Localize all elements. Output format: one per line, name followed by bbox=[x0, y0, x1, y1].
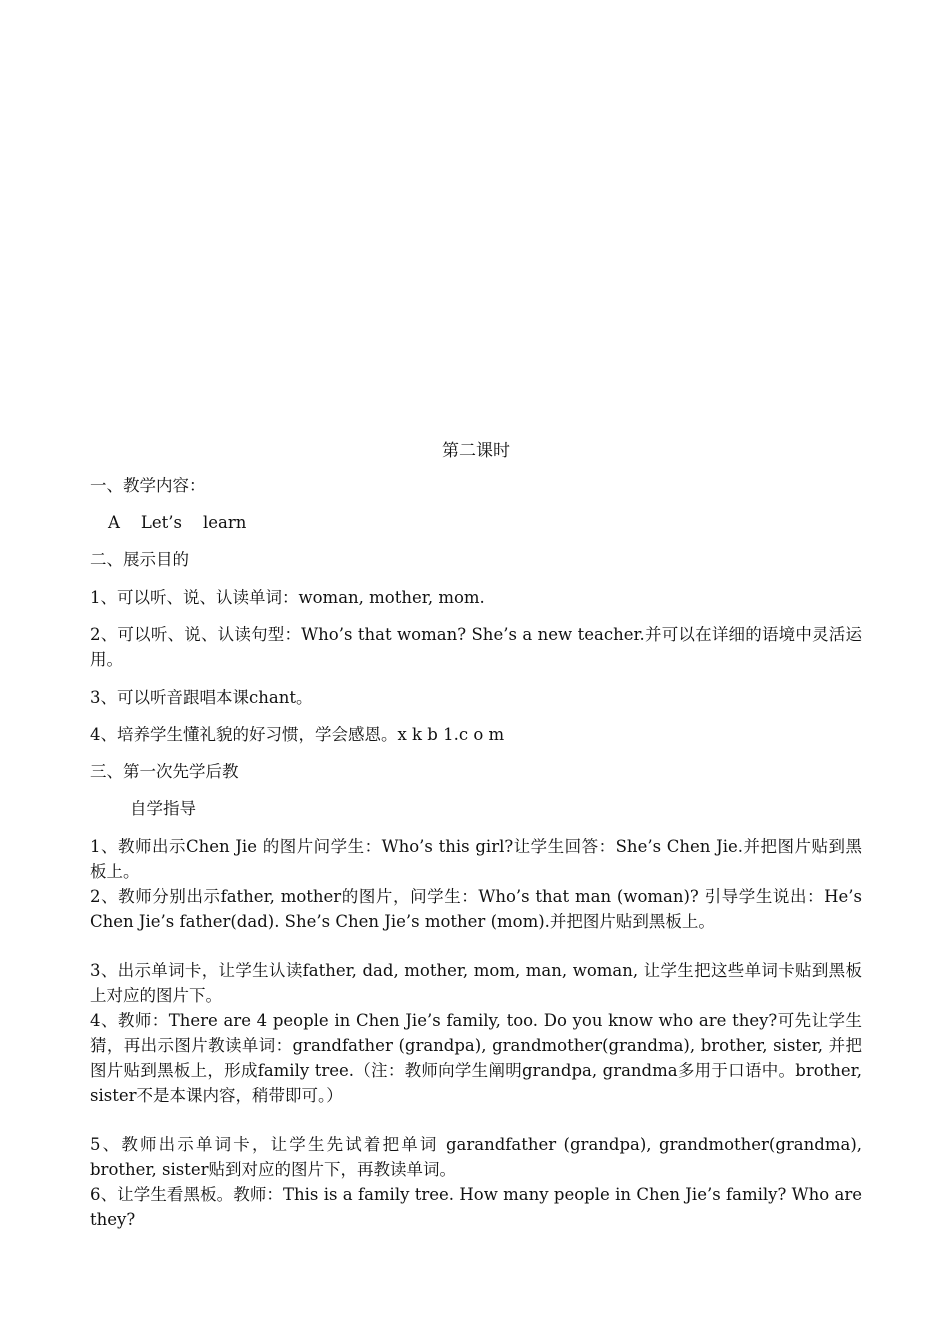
step-item-6: 6、让学生看黑板。教师：This is a family tree. How many people in Chen Jie’s family? Who are they? bbox=[90, 1185, 862, 1229]
step-item-5: 5、教师出示单词卡，让学生先试着把单词 garandfather (grandpa), grandmother(grandma), brother, sister贴到对应的图片下，再教读单词。 bbox=[90, 1135, 862, 1179]
section-heading-content: 一、教学内容： bbox=[90, 476, 206, 495]
goal-item-4: 4、培养学生懂礼貌的好习惯，学会感恩。x k b 1.c o m bbox=[90, 725, 505, 744]
goal-item-1: 1、可以听、说、认读单词：woman, mother, mom. bbox=[90, 588, 485, 607]
goal-item-2: 2、可以听、说、认读句型：Who’s that woman? She’s a new teacher.并可以在详细的语境中灵活运用。 bbox=[90, 625, 862, 669]
step-item-2: 2、教师分别出示father, mother的图片，问学生：Who’s that man (woman)? 引导学生说出：He’s Chen Jie’s father(dad). She’s Chen Jie’s mother (mom).并把图片贴到黑板上。 bbox=[90, 887, 862, 931]
step-item-3: 3、出示单词卡，让学生认读father, dad, mother, mom, man, woman, 让学生把这些单词卡贴到黑板上对应的图片下。 bbox=[90, 961, 862, 1005]
section-heading-teaching: 三、第一次先学后教 bbox=[90, 762, 239, 781]
goal-item-3: 3、可以听音跟唱本课chant。 bbox=[90, 688, 313, 707]
page-title: 第二课时 bbox=[442, 441, 510, 461]
subheading-self-study: 自学指导 bbox=[130, 799, 196, 818]
step-item-4: 4、教师：There are 4 people in Chen Jie’s family, too. Do you know who are they?可先让学生猜，再出示图片教读单词：grandfather (grandpa), grandmother(grandma), brother, sister, 并把图片贴到黑板上，形成family tree.（注：教师向学生阐明grandpa, grandma多用于口语中。brother, sister不是本课内容，稍带即可。） bbox=[90, 1011, 862, 1105]
section-heading-goals: 二、展示目的 bbox=[90, 550, 189, 569]
step-item-1: 1、教师出示Chen Jie 的图片问学生：Who’s this girl?让学生回答：She’s Chen Jie.并把图片贴到黑板上。 bbox=[90, 837, 862, 881]
lesson-name: A Let’s learn bbox=[108, 513, 247, 532]
